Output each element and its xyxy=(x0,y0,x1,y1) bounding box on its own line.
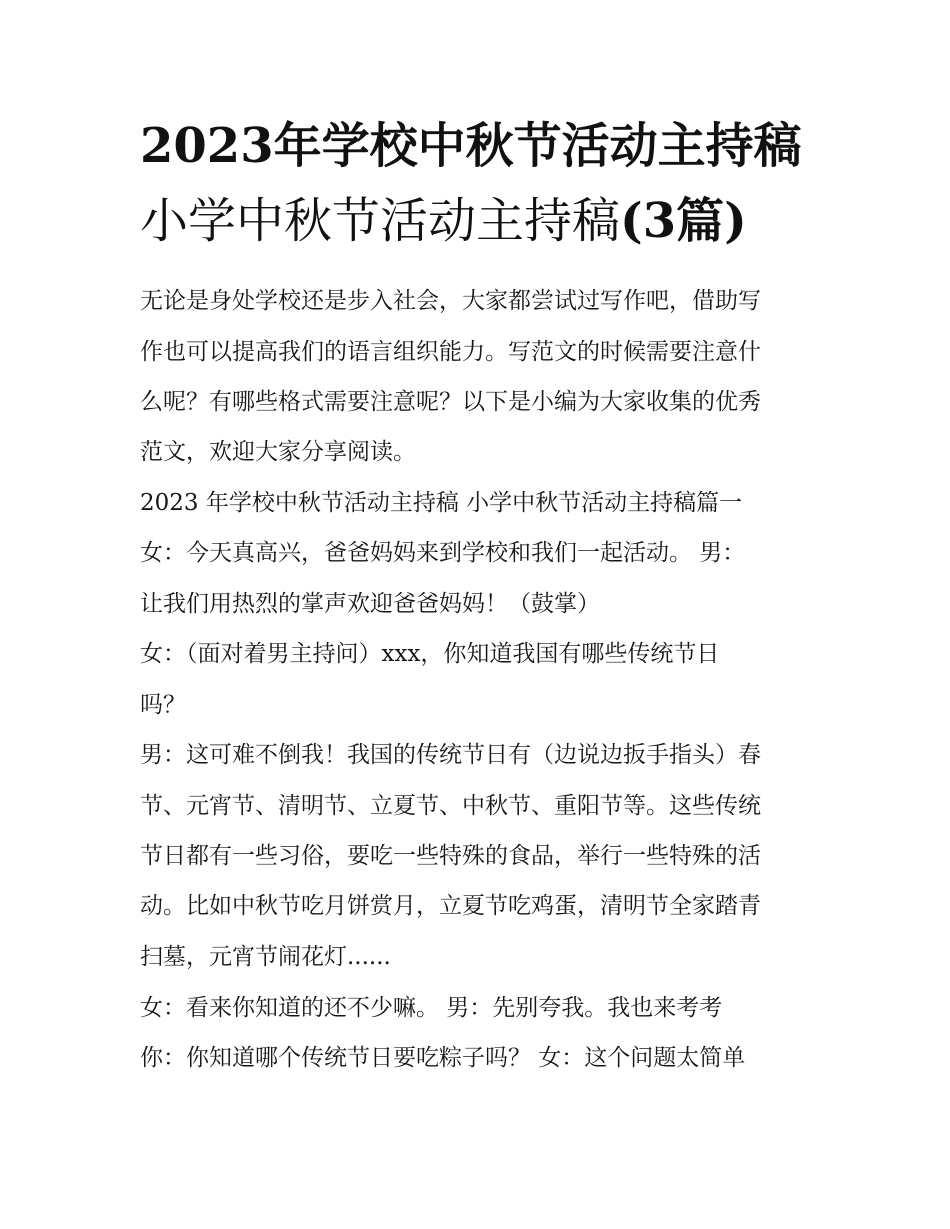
paragraph-line: 吗？ xyxy=(140,692,186,718)
paragraph-line: 范文，欢迎大家分享阅读。 xyxy=(140,439,416,465)
subtitle-text: 小学中秋节活动主持稿 xyxy=(140,193,621,249)
paragraph-line: 节日都有一些习俗，要吃一些特殊的食品，举行一些特殊的活 xyxy=(140,843,761,869)
paragraph-line: 动。比如中秋节吃月饼赏月，立夏节吃鸡蛋，清明节全家踏青 xyxy=(140,893,761,919)
paragraph-line: 女：看来你知道的还不少嘛。 男：先别夸我。我也来考考 xyxy=(140,995,723,1021)
paragraph-line: 么呢？有哪些格式需要注意呢？以下是小编为大家收集的优秀 xyxy=(140,389,761,415)
paragraph-line: 无论是身处学校还是步入社会，大家都尝试过写作吧，借助写 xyxy=(140,288,761,314)
paragraph-line: 让我们用热烈的掌声欢迎爸爸妈妈！（鼓掌） xyxy=(140,591,600,617)
paragraph-line: 节、元宵节、清明节、立夏节、中秋节、重阳节等。这些传统 xyxy=(140,793,761,819)
subtitle-count: (3篇) xyxy=(620,193,747,249)
paragraph-line: 女：今天真高兴，爸爸妈妈来到学校和我们一起活动。 男： xyxy=(140,540,746,566)
document-title: 2023年学校中秋节活动主持稿 xyxy=(140,118,802,174)
paragraph-line: 作也可以提高我们的语言组织能力。写范文的时候需要注意什 xyxy=(140,339,761,365)
paragraph-line: 你：你知道哪个传统节日要吃粽子吗？ 女：这个问题太简单 xyxy=(140,1045,746,1071)
document-subtitle xyxy=(140,193,820,249)
paragraph-line: 男：这可难不倒我！我国的传统节日有（边说边扳手指头）春 xyxy=(140,742,761,768)
section-heading: 2023 年学校中秋节活动主持稿 小学中秋节活动主持稿篇一 xyxy=(140,490,743,516)
paragraph-line: 扫墓，元宵节闹花灯...... xyxy=(140,944,391,970)
paragraph-line: 女：（面对着男主持问）xxx，你知道我国有哪些传统节日 xyxy=(140,641,720,667)
